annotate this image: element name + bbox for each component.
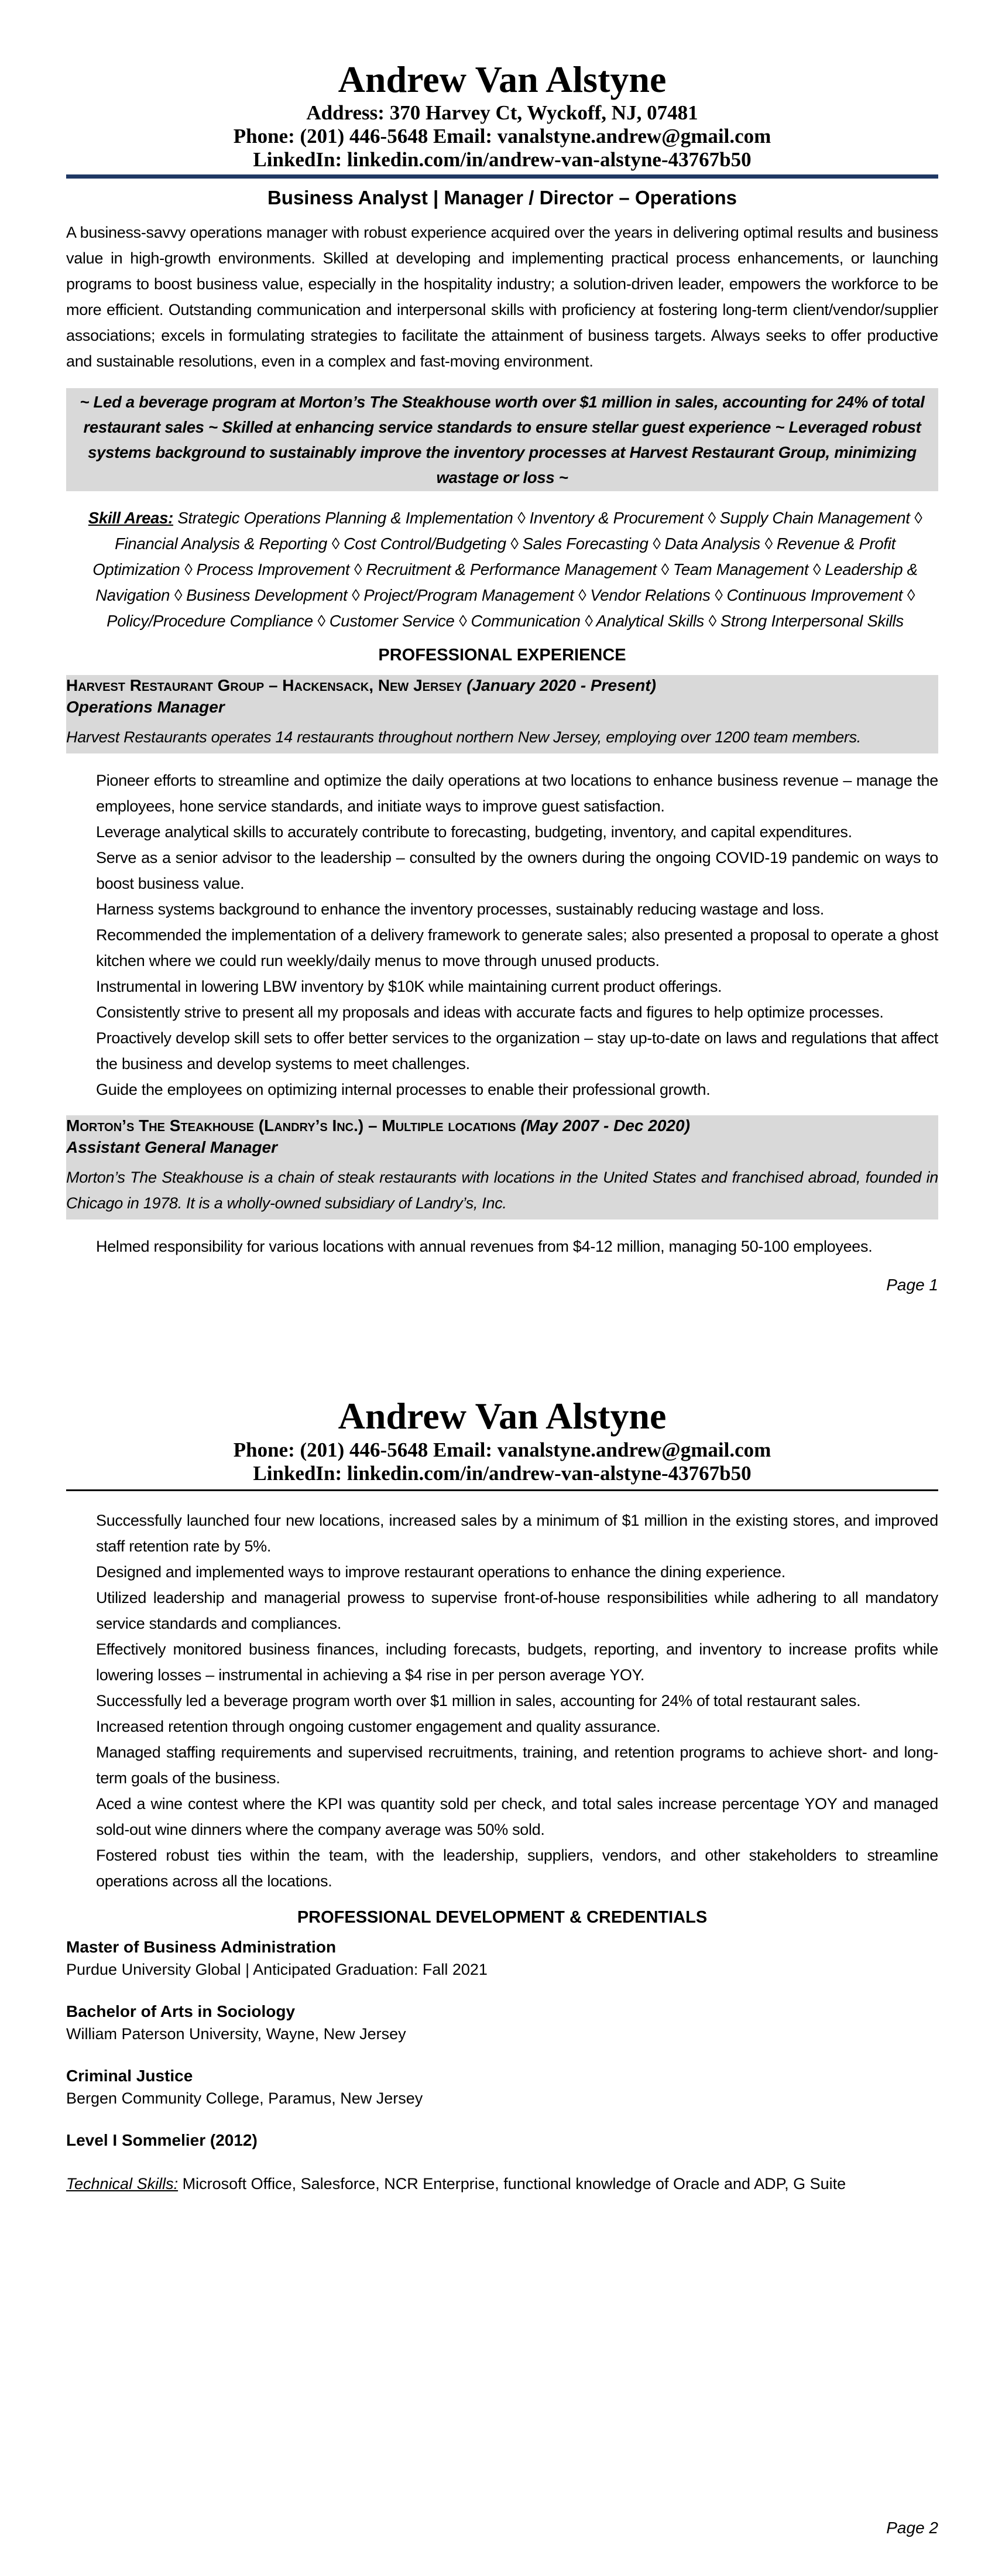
section-title-experience: PROFESSIONAL EXPERIENCE [378,646,626,664]
header-divider [66,174,938,179]
job-dates: (January 2020 - Present) [466,676,656,694]
company-name: Harvest Restaurant Group – Hackensack, New Jersey [66,676,462,694]
resume-document [66,0,938,2195]
technical-skills [66,2173,938,2195]
credential-detail: William Paterson University, Wayne, New Jersey [66,2025,406,2043]
list-item: Pioneer efforts to streamline and optimize the daily operations at two locations to enhance business revenue – manage the employees, hone service standards, and initiate ways to improve guest satisfaction. [96,772,938,815]
list-item: Proactively develop skill sets to offer better services to the organization – stay up-to-date on laws and regulations that affect the business and develop systems to meet challenges. [96,1029,938,1073]
job-role: Assistant General Manager [66,1138,278,1156]
credential-detail: Purdue University Global | Anticipated Graduation: Fall 2021 [66,1961,488,1978]
list-item: Instrumental in lowering LBW inventory by $10K while maintaining current product offerings. [96,978,722,995]
skill-areas-list: Strategic Operations Planning & Implementation ◊ Inventory & Procurement ◊ Supply Chain Management ◊ Financial Analysis & Reporting ◊ Cost Control/Budgeting ◊ Sales Forecasting ◊ Data Analysis ◊ Revenue & Profit Optimization ◊ Process Improvement ◊ Recruitment & Performance Management ◊ Team Management ◊ Leadership & Navigation ◊ Business Development ◊ Project/Program Management ◊ Vendor Relations ◊ Continuous Improvement ◊ Policy/Procedure Compliance ◊ Customer Service ◊ Communication ◊ Analytical Skills ◊ Strong Interpersonal Skills [92,509,922,630]
list-item: Recommended the implementation of a delivery framework to generate sales; also presented a proposal to operate a ghost kitchen where we could run weekly/daily menus to move through unused products. [96,926,938,970]
credential-title: Master of Business Administration [66,1938,337,1956]
company-name: Morton’s The Steakhouse (Landry’s Inc.) – Multiple locations [66,1116,516,1135]
header-divider [66,1489,938,1491]
job-header-mortons [66,1115,938,1220]
credential-criminal-justice [66,2065,938,2109]
summary-paragraph: A business-savvy operations manager with robust experience acquired over the years in delivering optimal results and business value in high-growth environments. Skilled at developing and implementing practical process enhancements, or launching programs to boost business value, especially in the hospitality industry; a solution-driven leader, empowers the workforce to be more efficient. Outstanding communication and interpersonal skills with proficiency at fostering long-term client/vendor/supplier associations; excels in formulating strategies to facilitate the attainment of business targets. Always seeks to offer productive and sustainable resolutions, even in a complex and fast-moving environment. [66,224,938,370]
section-title-credentials: PROFESSIONAL DEVELOPMENT & CREDENTIALS [297,1908,708,1927]
list-item: Increased retention through ongoing customer engagement and quality assurance. [96,1718,661,1735]
list-item: Utilized leadership and managerial prowess to supervise front-of-house responsibilities while adhering to all mandatory service standards and compliances. [96,1589,938,1632]
list-item: Managed staffing requirements and supervised recruitments, training, and retention programs to achieve short- and long-term goals of the business. [96,1743,938,1787]
candidate-name: Andrew Van Alstyne [338,1395,667,1437]
address: Address: 370 Harvey Ct, Wyckoff, NJ, 07481 [306,101,698,124]
credential-mba [66,1936,938,1981]
credential-title: Bachelor of Arts in Sociology [66,2002,296,2020]
technical-skills-list: Microsoft Office, Salesforce, NCR Enterprise, functional knowledge of Oracle and ADP, G Suite [182,2175,846,2193]
candidate-name: Andrew Van Alstyne [338,59,667,100]
highlights-text: ~ Led a beverage program at Morton’s The Steakhouse worth over $1 million in sales, accounting for 24% of total restaurant sales ~ Skilled at enhancing service standards to ensure stellar guest experience ~ Leveraged robust systems background to sustainably improve the inventory processes at Harvest Restaurant Group, minimizing wastage or loss ~ [80,393,925,487]
list-item: Designed and implemented ways to improve restaurant operations to enhance the dining experience. [96,1563,785,1581]
list-item: Aced a wine contest where the KPI was quantity sold per check, and total sales increase percentage YOY and managed sold-out wine dinners where the company average was 50% sold. [96,1795,938,1838]
highlights-box [66,388,938,491]
job-description: Harvest Restaurants operates 14 restaurants throughout northern New Jersey, employing over 1200 team members. [66,728,861,746]
job-dates: (May 2007 - Dec 2020) [520,1116,690,1135]
list-item: Successfully launched four new locations, increased sales by a minimum of $1 million in the existing stores, and improved staff retention rate by 5%. [96,1512,938,1555]
technical-skills-label: Technical Skills: [66,2175,179,2193]
page-number: Page 1 [886,1276,938,1294]
linkedin: LinkedIn: linkedin.com/in/andrew-van-alstyne-43767b50 [253,148,752,171]
list-item: Effectively monitored business finances, including forecasts, budgets, reporting, and inventory to increase profits while lowering losses – instrumental in achieving a $4 rise in per person average YOY. [96,1640,938,1684]
list-item: Helmed responsibility for various locations with annual revenues from $4-12 million, managing 50-100 employees. [96,1238,873,1255]
list-item: Successfully led a beverage program worth over $1 million in sales, accounting for 24% of total restaurant sales. [96,1692,861,1710]
credential-title: Level I Sommelier (2012) [66,2131,258,2149]
job-bullets-mortons-continued [96,1508,938,1894]
linkedin: LinkedIn: linkedin.com/in/andrew-van-alstyne-43767b50 [253,1462,752,1485]
skill-areas [66,505,938,634]
list-item: Fostered robust ties within the team, with the leadership, suppliers, vendors, and other stakeholders to streamline operations across all the locations. [96,1847,938,1890]
page-number: Page 2 [886,2519,938,2537]
list-item: Leverage analytical skills to accurately contribute to forecasting, budgeting, inventory, and capital expenditures. [96,823,852,841]
job-company [66,1115,938,1136]
list-item: Harness systems background to enhance the inventory processes, sustainably reducing wastage and loss. [96,900,824,918]
job-bullets-harvest [96,768,938,1102]
credential-detail: Bergen Community College, Paramus, New Jersey [66,2089,423,2107]
credential-ba [66,2000,938,2045]
headline: Business Analyst | Manager / Director – Operations [267,187,737,208]
job-role: Operations Manager [66,698,225,716]
job-bullets-mortons [96,1234,938,1259]
list-item: Consistently strive to present all my proposals and ideas with accurate facts and figures to help optimize processes. [96,1003,884,1021]
job-header-harvest [66,675,938,753]
job-description: Morton’s The Steakhouse is a chain of steak restaurants with locations in the United States and franchised abroad, founded in Chicago in 1978. It is a wholly-owned subsidiary of Landry’s, Inc. [66,1169,938,1212]
phone-email: Phone: (201) 446-5648 Email: vanalstyne.andrew@gmail.com [233,125,771,148]
list-item: Guide the employees on optimizing internal processes to enable their professional growth. [96,1081,711,1098]
list-item: Serve as a senior advisor to the leadership – consulted by the owners during the ongoing COVID-19 pandemic on ways to boost business value. [96,849,938,892]
phone-email: Phone: (201) 446-5648 Email: vanalstyne.andrew@gmail.com [233,1438,771,1461]
credential-sommelier [66,2129,938,2152]
credential-title: Criminal Justice [66,2067,193,2085]
job-company [66,675,938,696]
skill-areas-label: Skill Areas: [88,509,173,527]
